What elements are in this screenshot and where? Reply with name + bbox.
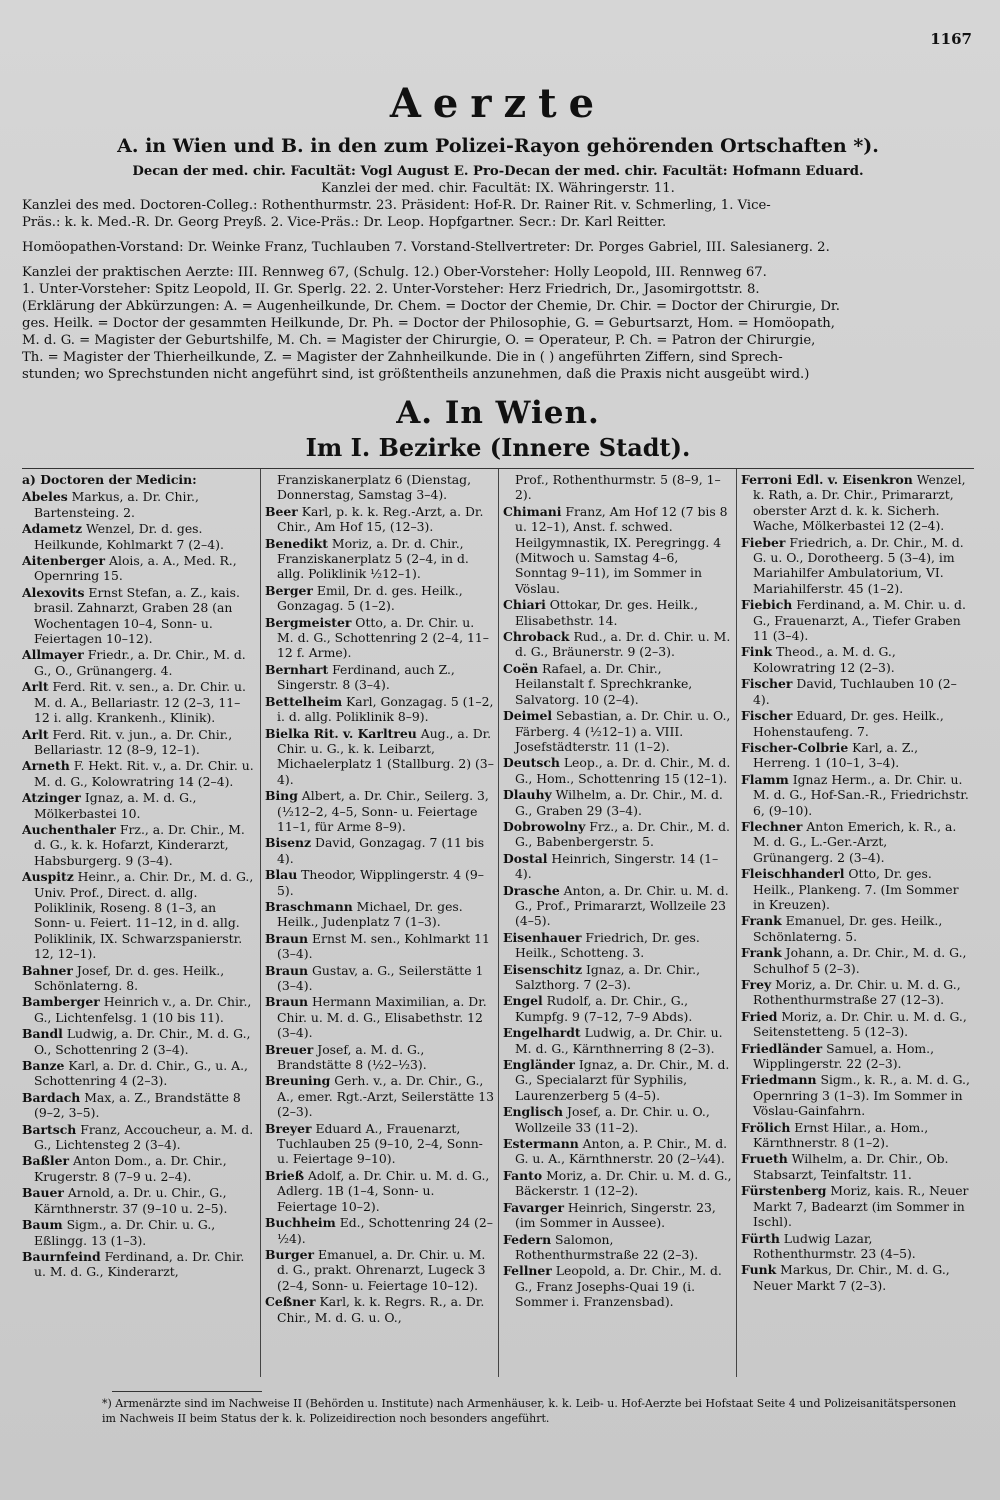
entry-details: Karl, a. Z., Herreng. 1 (10–1, 3–4). [753,739,919,771]
directory-entry [22,1026,256,1057]
entry-name: Frank [741,913,782,929]
entry-name: Braschmann [265,898,353,914]
directory-entry [22,869,256,961]
directory-entry [741,772,970,818]
directory-entry [503,1136,732,1167]
entry-name: Ceßner [265,1294,316,1310]
directory-entry [503,1025,732,1056]
directory-entry [22,994,256,1025]
entry-name: Auchenthaler [22,821,116,837]
entry-details: Josef, a. M. d. G., Brandstätte 8 (½2–½3). [277,1041,427,1073]
page-title: Aerzte [389,80,607,127]
directory-entry [22,647,256,678]
entry-name: Favarger [503,1199,564,1215]
footnote: *) Armenärzte sind im Nachweise II (Behörden u. Institute) nach Armenhäuser, k. k. Leib- u. Hof-Aerzte bei Hofstaat Seite 4 und Polizeisanitätspersonen im Nachweis II beim Status der k. k. Polizeidirection noch besonders angeführt. [102,1397,957,1425]
entry-name: Frey [741,977,772,992]
entry-details: Max, a. Z., Brandstätte 8 (9–2, 3–5). [34,1089,241,1121]
directory-column-1 [22,469,260,1377]
directory-entry [741,819,970,865]
entry-name: Banze [22,1058,65,1074]
entry-name: Engelhardt [503,1025,581,1041]
entry-details: Moriz, a. Dr. Chir. u. M. d. G., Bäckerstr. 1 (12–2). [515,1167,732,1199]
directory-entry [741,535,970,597]
entry-details: Anton, a. P. Chir., M. d. G. u. A., Kärnthnerstr. 20 (2–¼4). [515,1136,728,1167]
entry-details: Salomon, Rothenthurmstraße 22 (2–3). [515,1231,699,1262]
entry-name: Ferroni Edl. v. Eisenkron [741,472,913,487]
directory-entry [741,1041,970,1072]
section-title: A. In Wien. [396,395,600,431]
entry-name: Fellner [503,1263,552,1279]
entry-name: Braun [265,994,309,1010]
directory-entry [741,1009,970,1040]
entry-name: Frueth [741,1151,788,1167]
entry-details: Karl, p. k. k. Reg.-Arzt, a. Dr. Chir., Am Hof 15, (12–3). [277,503,484,535]
directory-entry [741,597,970,643]
entry-name: Baurnfeind [22,1248,101,1264]
directory-entry [503,629,732,660]
entry-details: Rudolf, a. Dr. Chir., G., Kumpfg. 9 (7–12, 7–9 Abds). [515,993,693,1024]
entry-name: Benedikt [265,535,328,551]
entry-details: Ed., Schottenring 24 (2–½4). [277,1215,493,1246]
entry-name: Fischer [741,676,793,692]
entry-name: Fürth [741,1230,780,1246]
entry-details: Karl, a. Dr. d. Chir., G., u. A., Schottenring 4 (2–3). [34,1058,248,1089]
directory-entry [22,822,256,868]
entry-name: Bandl [22,1026,63,1042]
directory-entry [503,597,732,628]
entry-name: Bamberger [22,994,100,1010]
faculty-header [22,163,974,383]
directory-entry [503,1104,732,1135]
abbreviations-line-5: stunden; wo Sprechstunden nicht angeführt sind, ist größtentheils anzunehmen, daß die Praxis nicht ausgeübt wird.) [22,367,810,382]
entry-name: Baßler [22,1153,70,1169]
entry-name: Bardach [22,1089,81,1105]
abbreviations-line-1: (Erklärung der Abkürzungen: A. = Augenheilkunde, Dr. Chem. = Doctor der Chemie, Dr. Chir. = Doctor der Chirurgie, Dr. [22,299,840,314]
entry-name: Arlt [22,679,49,695]
entry-details: David, Tuchlauben 10 (2–4). [753,676,957,707]
column-heading: a) Doctoren der Medicin: [22,472,197,487]
directory-entry [741,866,970,912]
entry-details: Rafael, a. Dr. Chir., Heilanstalt f. Sprechkranke, Salvatorg. 10 (2–4). [515,660,693,707]
directory-entry [503,787,732,818]
abbreviations-line-2: ges. Heilk. = Doctor der gesammten Heilkunde, Dr. Ph. = Doctor der Philosophie, G. = Geburtsarzt, Hom. = Homöopath, [22,316,835,331]
entry-name: Bettelheim [265,693,343,709]
directory-entry [22,790,256,821]
directory-entry [265,662,494,693]
entry-details: Emanuel, Dr. ges. Heilk., Schönlaterng. 5. [753,913,943,944]
abbreviations-line-4: Th. = Magister der Thierheilkunde, Z. = Magister der Zahnheilkunde. Die in ( ) angeführten Ziffern, sind Sprech- [22,350,783,365]
directory-entry [741,676,970,707]
entry-name: Auspitz [22,869,74,885]
entry-details: Sigm., a. Dr. Chir. u. G., Eßlingg. 13 (1–3). [34,1217,216,1248]
entry-name: Fiebich [741,597,793,613]
entry-details: Ignaz, a. Dr. Chir., M. d. G., Specialarzt für Syphilis, Laurenzerberg 5 (4–5). [515,1057,730,1103]
entry-details: Friedrich, Dr. ges. Heilk., Schotteng. 3. [515,929,700,961]
entry-name: Dlauhy [503,787,552,803]
directory-entry [265,694,494,725]
entry-name: Bauer [22,1185,64,1201]
directory-column-4 [736,469,974,1377]
entry-name: Fink [741,644,773,660]
directory-entry [22,758,256,789]
entry-name: Dostal [503,850,548,866]
entry-details: David, Gonzagag. 7 (11 bis 4). [277,835,485,866]
directory-entry [265,867,494,898]
entry-details: Prof., Rothenthurmstr. 5 (8–9, 1–2). [515,472,721,503]
entry-name: Eisenhauer [503,929,582,945]
entry-details: Franziskanerplatz 6 (Dienstag, Donnerstag, Samstag 3–4). [277,472,472,503]
directory-entry [503,1200,732,1231]
directory-entry [741,913,970,944]
entry-name: Deutsch [503,755,560,771]
entry-name: Federn [503,1231,552,1247]
homoeopathen-line: Homöopathen-Vorstand: Dr. Weinke Franz, Tuchlauben 7. Vorstand-Stellvertreter: Dr. Porges Gabriel, III. Salesianerg. 2. [22,240,830,255]
directory-entry [265,931,494,962]
entry-details: Emil, Dr. d. ges. Heilk., Gonzagag. 5 (1–2). [277,582,463,614]
entry-details: Theodor, Wipplingerstr. 4 (9–5). [277,867,484,898]
directory-entry [265,1121,494,1167]
entry-details: Markus, a. Dr. Chir., Bartensteing. 2. [34,489,199,520]
directory-entry [22,1090,256,1121]
entry-details: Michael, Dr. ges. Heilk., Judenplatz 7 (1–3). [277,898,463,930]
entry-details: Anton Emerich, k. R., a. M. d. G., L.-Ger.-Arzt, Grünangerg. 2 (3–4). [753,818,957,865]
directory-entry [22,521,256,552]
entry-name: Breyer [265,1120,312,1136]
entry-details: Moriz, a. Dr. Chir. u. M. d. G., Rothenthurmstraße 27 (12–3). [753,977,961,1008]
directory-entry [741,1231,970,1262]
entry-details: Ferd. Rit. v. jun., a. Dr. Chir., Bellariastr. 12 (8–9, 12–1). [34,726,233,757]
entry-name: Coën [503,660,539,676]
entry-details: Ignaz, a. M. d. G., Mölkerbastei 10. [34,790,197,821]
directory-entry [265,1294,494,1325]
entry-details: Heinr., a. Chir. Dr., M. d. G., Univ. Prof., Direct. d. allg. Poliklinik, Roseng. 8 (1–3, an Sonn- u. Feiert. 11–12, in d. allg. Poliklinik, IX. Schwarzspanierstr. 12, 12–1). [34,869,254,962]
entry-details: Sigm., k. R., a. M. d. G., Opernring 3 (1–3). Im Sommer in Vöslau-Gainfahrn. [753,1072,970,1119]
entry-details: Heinrich v., a. Dr. Chir., G., Lichtenfelsg. 1 (10 bis 11). [34,994,252,1025]
directory-entry [741,977,970,1008]
entry-name: Flamm [741,771,789,787]
entry-details: Ludwig, a. Dr. Chir., M. d. G., O., Schottenring 2 (3–4). [34,1026,251,1057]
entry-name: Deimel [503,708,553,724]
directory-entry [265,1168,494,1214]
directory-entry [503,930,732,961]
abbreviations-line-3: M. d. G. = Magister der Geburtshilfe, M. Ch. = Magister der Chirurgie, O. = Operateur, P. Ch. = Patron der Chirurgie, [22,333,816,348]
entry-details: Hermann Maximilian, a. Dr. Chir. u. M. d. G., Elisabethstr. 12 (3–4). [277,994,487,1041]
entry-details: Franz, Am Hof 12 (7 bis 8 u. 12–1), Anst. f. schwed. Heilgymnastik, IX. Peregringg. 4 (Mitwoch u. Samstag 4–6, Sonntag 9–11), im Sommer in Vöslau. [515,503,728,596]
directory-entry [741,1183,970,1229]
entry-details: Moriz, a. Dr. d. Chir., Franziskanerplatz 5 (2–4, in d. allg. Poliklinik ½12–1). [277,535,469,582]
directory-entry [503,851,732,882]
entry-name: Bergmeister [265,614,352,630]
directory-entry [503,1232,732,1263]
directory-entry [503,755,732,786]
entry-name: Friedländer [741,1040,823,1056]
directory-entry [741,740,970,771]
directory-entry [265,536,494,582]
entry-name: Friedmann [741,1072,817,1088]
directory-entry [265,963,494,994]
entry-name: Drasche [503,882,560,898]
kanzlei-doctors-line-2: Präs.: k. k. Med.-R. Dr. Georg Preyß. 2. Vice-Präs.: Dr. Leop. Hopfgartner. Secr.: Dr. Karl Reitter. [22,215,667,230]
entry-details: Heinrich, Singerstr. 14 (1–4). [515,850,719,882]
entry-name: Buchheim [265,1215,336,1231]
directory-entry [22,963,256,994]
entry-details: Aug., a. Dr. Chir. u. G., k. k. Leibarzt, Michaelerplatz 1 (Stallburg. 2) (3–4). [277,725,494,787]
entry-details: Ferdinand, a. M. Chir. u. d. G., Frauenarzt, A., Tiefer Graben 11 (3–4). [753,597,966,644]
entry-details: Wilhelm, a. Dr. Chir., M. d. G., Graben 29 (3–4). [515,787,723,818]
entry-name: Chimani [503,503,562,519]
entry-name: Fleischhanderl [741,866,845,882]
entry-details: Friedrich, a. Dr. Chir., M. d. G. u. O., Dorotheerg. 5 (3–4), im Mariahilfer Ambulatorium, VI. Mariahilferstr. 45 (1–2). [753,534,964,596]
directory-entry [503,708,732,754]
entry-details: Leop., a. Dr. d. Chir., M. d. G., Hom., Schottenring 15 (12–1). [515,755,731,786]
entry-details: Franz, Accoucheur, a. M. d. G., Lichtensteg 2 (3–4). [34,1121,254,1153]
entry-name: Allmayer [22,647,84,663]
entry-details: Ernst Stefan, a. Z., kais. brasil. Zahnarzt, Graben 28 (an Wochentagen 10–4, Sonn- u. Feiertagen 10–12). [34,584,240,647]
entry-details: Frz., a. Dr. Chir., M. d. G., k. k. Hofarzt, Kinderarzt, Habsburgerg. 9 (3–4). [34,821,245,868]
page-number: 1167 [930,30,972,48]
entry-name: Fanto [503,1167,543,1183]
entry-details: Frz., a. Dr. Chir., M. d. G., Babenbergerstr. 5. [515,818,730,850]
directory-entry [265,615,494,661]
entry-name: Arlt [22,726,49,742]
entry-details: Eduard, Dr. ges. Heilk., Hohenstaufeng. 7. [753,708,944,739]
entry-details: Ottokar, Dr. ges. Heilk., Elisabethstr. 14. [515,597,699,628]
directory-entry [22,1153,256,1184]
entry-details: Anton, a. Dr. Chir. u. M. d. G., Prof., Primararzt, Wollzeile 23 (4–5). [515,882,729,929]
entry-name: Aitenberger [22,553,106,569]
entry-name: Dobrowolny [503,818,586,834]
entry-details: Ignaz, a. Dr. Chir., Salzthorg. 7 (2–3). [515,961,701,992]
entry-name: Eisenschitz [503,961,583,977]
entry-name: Funk [741,1262,777,1278]
entry-name: Braun [265,962,309,978]
entry-name: Abeles [22,489,68,505]
entry-details: Theod., a. M. d. G., Kolowratring 12 (2–3). [753,644,896,675]
directory-entry [22,585,256,647]
entry-details: Alois, a. A., Med. R., Opernring 15. [34,553,237,584]
entry-name: Alexovits [22,584,85,600]
entry-name: Arneth [22,758,70,774]
directory-entry [503,1057,732,1103]
entry-details: Rud., a. Dr. d. Chir. u. M. d. G., Bräunerstr. 9 (2–3). [515,629,731,660]
directory-column-2 [260,469,498,1377]
footnote-rule [112,1391,262,1392]
directory-entry [265,1042,494,1073]
entry-name: Beer [265,503,298,519]
entry-details: Johann, a. Dr. Chir., M. d. G., Schulhof 5 (2–3). [753,945,967,976]
entry-name: Estermann [503,1136,579,1152]
entry-details: Ferdinand, auch Z., Singerstr. 8 (3–4). [277,661,455,693]
entry-details: Sebastian, a. Dr. Chir. u. O., Färberg. 4 (½12–1) a. VIII. Josefstädterstr. 11 (1–2). [515,708,731,754]
entry-name: Baum [22,1217,63,1233]
entry-name: Frank [741,945,782,961]
directory-entry [265,504,494,535]
kanzlei-doctors-line-1: Kanzlei des med. Doctoren-Colleg.: Rothenthurmstr. 23. Präsident: Hof-R. Dr. Rainer Rit. v. Schmerling, 1. Vice- [22,198,771,213]
entry-details: Wenzel, Dr. d. ges. Heilkunde, Kohlmarkt 7 (2–4). [34,521,224,552]
entry-name: Engländer [503,1057,575,1073]
entry-details: Karl, Gonzagag. 5 (1–2, i. d. allg. Poliklinik 8–9). [277,693,494,725]
entry-details: Ferd. Rit. v. sen., a. Dr. Chir. u. M. d. A., Bellariastr. 12 (2–3, 11–12 i. allg. Krankenh., Klinik). [34,679,246,726]
directory-entry [265,1073,494,1119]
directory-entry [265,472,494,503]
entry-details: Ignaz Herm., a. Dr. Chir. u. M. d. G., Hof-San.-R., Friedrichstr. 6, (9–10). [753,771,969,818]
directory-entry [741,1072,970,1118]
kanzlei-faculty-line: Kanzlei der med. chir. Facultät: IX. Währingerstr. 11. [321,181,675,196]
entry-details: Ernst Hilar., a. Hom., Kärnthnerstr. 8 (1–2). [753,1119,929,1151]
entry-name: Frölich [741,1119,791,1135]
decan-line: Decan der med. chir. Facultät: Vogl August E. Pro-Decan der med. chir. Facultät: Hofmann Eduard. [132,164,864,179]
entry-details: Wenzel, k. Rath, a. Dr. Chir., Primararzt, oberster Arzt d. k. k. Sicherh. Wache, Mölkerbastei 12 (2–4). [753,472,966,534]
entry-name: Fieber [741,534,786,550]
directory-entry [265,899,494,930]
entry-details: Wilhelm, a. Dr. Chir., Ob. Stabsarzt, Teinfaltstr. 11. [753,1151,949,1182]
directory-entry [503,472,732,503]
directory-entry [741,945,970,976]
praktische-aerzte-line-1: Kanzlei der praktischen Aerzte: III. Rennweg 67, (Schulg. 12.) Ober-Vorsteher: Holly Leopold, III. Rennweg 67. [22,265,767,280]
entry-name: Bielka Rit. v. Karltreu [265,725,417,741]
entry-name: Burger [265,1246,315,1262]
directory-entry [741,708,970,739]
entry-details: Moriz, a. Dr. Chir. u. M. d. G., Seitenstetteng. 5 (12–3). [753,1008,967,1040]
entry-name: Chroback [503,629,570,645]
entry-name: Chiari [503,597,546,613]
directory-entry [741,472,970,534]
directory-entry [265,788,494,834]
entry-details: Gustav, a. G., Seilerstätte 1 (3–4). [277,962,484,993]
directory-entry [741,1151,970,1182]
entry-details: Samuel, a. Hom., Wipplingerstr. 22 (2–3). [753,1040,935,1072]
directory-entry [22,1122,256,1153]
entry-details: Otto, Dr. ges. Heilk., Plankeng. 7. (Im Sommer in Kreuzen). [753,866,959,912]
directory-entry [22,1058,256,1089]
entry-details: Ludwig, a. Dr. Chir. u. M. d. G., Kärnthnerring 8 (2–3). [515,1025,723,1056]
entry-details: F. Hekt. Rit. v., a. Dr. Chir. u. M. d. G., Kolowratring 14 (2–4). [34,758,254,789]
entry-details: Albert, a. Dr. Chir., Seilerg. 3, (½12–2, 4–5, Sonn- u. Feiertage 11–1, für Arme 8–9). [277,788,489,834]
entry-details: Otto, a. Dr. Chir. u. M. d. G., Schottenring 2 (2–4, 11–12 f. Arme). [277,614,489,661]
entry-details: Gerh. v., a. Dr. Chir., G., A., emer. Rgt.-Arzt, Seilerstätte 13 (2–3). [277,1073,494,1120]
entry-name: Fürstenberg [741,1183,827,1199]
directory-entry [503,1168,732,1199]
directory-entry [22,679,256,725]
entry-details: Friedr., a. Dr. Chir., M. d. G., O., Grünangerg. 4. [34,647,246,678]
entry-details: Josef, Dr. d. ges. Heilk., Schönlaterng. 8. [34,962,225,993]
directory-entry [265,835,494,866]
entry-name: Blau [265,867,298,883]
entry-details: Anton Dom., a. Dr. Chir., Krugerstr. 8 (7–9 u. 2–4). [34,1153,227,1184]
entry-name: Atzinger [22,790,81,806]
directory-entry [22,553,256,584]
page-subtitle: A. in Wien und B. in den zum Polizei-Rayon gehörenden Ortschaften *). [117,135,879,157]
entry-name: Fischer [741,708,793,724]
entry-details: Ernst M. sen., Kohlmarkt 11 (3–4). [277,930,490,962]
directory-entry [265,994,494,1040]
directory-entry [503,993,732,1024]
entry-name: Breuning [265,1073,331,1089]
directory-columns [22,468,974,1377]
entry-name: Bartsch [22,1121,77,1137]
entry-details: Moriz, kais. R., Neuer Markt 7, Badearzt (im Sommer in Ischl). [753,1183,969,1230]
entry-details: Ferdinand, a. Dr. Chir. u. M. d. G., Kinderarzt, [34,1248,245,1280]
entry-details: Leopold, a. Dr. Chir., M. d. G., Franz Josephs-Quai 19 (i. Sommer i. Franzensbad). [515,1263,722,1310]
directory-entry [22,1249,256,1280]
directory-entry [265,726,494,788]
entry-name: Bing [265,788,298,804]
entry-details: Eduard A., Frauenarzt, Tuchlauben 25 (9–10, 2–4, Sonn- u. Feiertage 9–10). [277,1120,483,1167]
directory-entry [503,883,732,929]
entry-details: Josef, a. Dr. Chir. u. O., Wollzeile 33 (11–2). [515,1104,710,1135]
directory-entry [22,1185,256,1216]
district-title: Im I. Bezirke (Innere Stadt). [305,433,691,462]
entry-details: Karl, k. k. Regrs. R., a. Dr. Chir., M. d. G. u. O., [277,1294,485,1325]
entry-name: Berger [265,582,313,598]
entry-details: Adolf, a. Dr. Chir. u. M. d. G., Adlerg. 1B (1–4, Sonn- u. Feiertage 10–2). [277,1167,490,1214]
entry-name: Bernhart [265,661,329,677]
directory-entry [265,1247,494,1293]
directory-entry [503,962,732,993]
entry-name: Fischer-Colbrie [741,739,849,755]
directory-entry [503,1263,732,1309]
entry-details: Arnold, a. Dr. u. Chir., G., Kärnthnerstr. 37 (9–10 u. 2–5). [34,1185,228,1216]
directory-entry [22,489,256,520]
directory-entry [741,1262,970,1293]
entry-name: Bisenz [265,835,312,851]
entry-name: Brieß [265,1167,305,1183]
entry-name: Adametz [22,521,83,537]
praktische-aerzte-line-2: 1. Unter-Vorsteher: Spitz Leopold, II. Gr. Sperlg. 22. 2. Unter-Vorsteher: Herz Friedrich, Dr., Jasomirgottstr. 8. [22,282,760,297]
directory-entry [265,1215,494,1246]
entry-name: Flechner [741,818,803,834]
entry-details: Heinrich, Singerstr. 23, (im Sommer in Aussee). [515,1199,716,1231]
directory-entry [503,504,732,596]
directory-entry [741,644,970,675]
entry-details: Ludwig Lazar, Rothenthurmstr. 23 (4–5). [753,1230,916,1261]
directory-entry [22,727,256,758]
entry-details: Markus, Dr. Chir., M. d. G., Neuer Markt 7 (2–3). [753,1262,950,1293]
directory-entry [265,583,494,614]
entry-name: Bahner [22,962,73,978]
entry-name: Breuer [265,1041,314,1057]
directory-entry [22,1217,256,1248]
directory-column-3 [498,469,736,1377]
entry-name: Engel [503,993,543,1009]
entry-name: Fried [741,1008,778,1024]
entry-details: Emanuel, a. Dr. Chir. u. M. d. G., prakt. Ohrenarzt, Lugeck 3 (2–4, Sonn- u. Feiertage 10–12). [277,1246,486,1293]
directory-entry [741,1120,970,1151]
directory-entry [503,819,732,850]
entry-name: Englisch [503,1104,564,1120]
entry-name: Braun [265,930,309,946]
directory-entry [503,661,732,707]
